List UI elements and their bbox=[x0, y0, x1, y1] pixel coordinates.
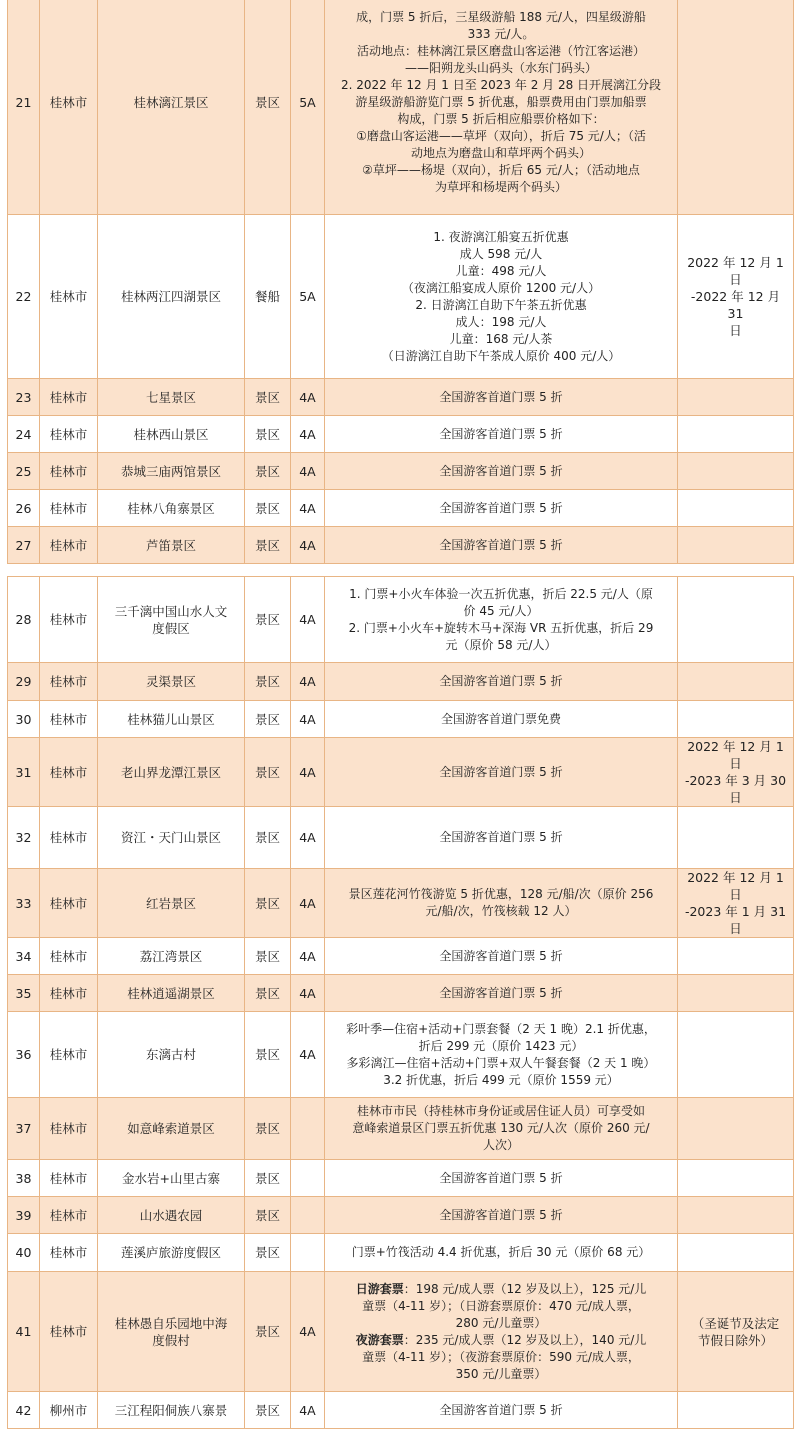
offer-line: 3.2 折优惠，折后 499 元（原价 1559 元） bbox=[383, 1072, 619, 1087]
table-row bbox=[8, 0, 794, 215]
offer-content-cell bbox=[325, 577, 678, 663]
level-cell: 5A bbox=[291, 215, 325, 379]
offer-heading: 夜游套票 bbox=[355, 1332, 404, 1347]
offer-line: 2. 日游漓江自助下午茶五折优惠 bbox=[415, 297, 587, 312]
table-row bbox=[8, 215, 794, 379]
offer-content-cell: 全国游客首道门票 5 折 bbox=[325, 938, 678, 975]
period-cell bbox=[678, 490, 794, 527]
offer-line: 活动地点：桂林漓江景区磨盘山客运港（竹江客运港） bbox=[356, 44, 645, 58]
scenic-name-cell: 资江・天门山景区 bbox=[98, 807, 245, 869]
type-cell: 景区 bbox=[245, 1098, 291, 1160]
discount-table-upper bbox=[7, 0, 793, 564]
scenic-name-cell: 东漓古村 bbox=[98, 1012, 245, 1098]
period-cell bbox=[678, 1012, 794, 1098]
offer-content-cell: 全国游客首道门票 5 折 bbox=[325, 1197, 678, 1234]
table-row bbox=[8, 1197, 794, 1234]
period-cell bbox=[678, 938, 794, 975]
offer-line: 350 元/儿童票） bbox=[455, 1366, 547, 1381]
offer-line: （夜漓江船宴成人原价 1200 元/人） bbox=[401, 280, 601, 295]
level-cell: 5A bbox=[291, 0, 325, 215]
offer-line: 2. 门票+小火车+旋转木马+深海 VR 五折优惠，折后 29 bbox=[348, 620, 654, 635]
city-cell: 桂林市 bbox=[40, 701, 98, 738]
row-number: 25 bbox=[8, 453, 40, 490]
row-number: 37 bbox=[8, 1098, 40, 1160]
city-cell: 桂林市 bbox=[40, 869, 98, 938]
level-cell bbox=[291, 1234, 325, 1272]
scenic-name-cell: 桂林猫儿山景区 bbox=[98, 701, 245, 738]
scenic-name-cell bbox=[98, 577, 245, 663]
row-number: 33 bbox=[8, 869, 40, 938]
city-cell: 桂林市 bbox=[40, 416, 98, 453]
offer-line: 2. 2022 年 12 月 1 日至 2023 年 2 月 28 日开展漓江分段 bbox=[340, 78, 662, 92]
period-cell bbox=[678, 577, 794, 663]
level-cell: 4A bbox=[291, 938, 325, 975]
offer-line: 成人 598 元/人 bbox=[459, 246, 543, 261]
type-cell: 景区 bbox=[245, 577, 291, 663]
row-number: 42 bbox=[8, 1392, 40, 1429]
type-cell: 景区 bbox=[245, 1234, 291, 1272]
period-line: 日 bbox=[729, 323, 742, 338]
offer-text: ：198 元/成人票（12 岁及以上），125 元/儿 bbox=[403, 1281, 647, 1296]
city-cell: 桂林市 bbox=[40, 490, 98, 527]
city-cell: 桂林市 bbox=[40, 807, 98, 869]
table-row bbox=[8, 527, 794, 564]
offer-content-cell bbox=[325, 215, 678, 379]
period-cell bbox=[678, 1160, 794, 1197]
scenic-name-cell: 山水遇农园 bbox=[98, 1197, 245, 1234]
row-number: 34 bbox=[8, 938, 40, 975]
offer-heading: 日游套票 bbox=[355, 1281, 404, 1296]
scenic-name-cell: 桂林逍遥湖景区 bbox=[98, 975, 245, 1012]
level-cell: 4A bbox=[291, 701, 325, 738]
table-row bbox=[8, 701, 794, 738]
period-line: 日 bbox=[729, 790, 742, 805]
type-cell: 景区 bbox=[245, 1160, 291, 1197]
city-cell: 桂林市 bbox=[40, 738, 98, 807]
row-number: 24 bbox=[8, 416, 40, 453]
offer-content-cell: 全国游客首道门票免费 bbox=[325, 701, 678, 738]
table-row bbox=[8, 1012, 794, 1098]
table-row bbox=[8, 869, 794, 938]
row-number: 26 bbox=[8, 490, 40, 527]
city-cell: 桂林市 bbox=[40, 577, 98, 663]
type-cell: 景区 bbox=[245, 1197, 291, 1234]
offer-line: ——阳朔龙头山码头（水东门码头） bbox=[404, 61, 597, 75]
offer-line: 多彩漓江—住宿+活动+门票+双人午餐套餐（2 天 1 晚） bbox=[346, 1055, 656, 1070]
offer-line bbox=[328, 1281, 674, 1298]
table-row bbox=[8, 1160, 794, 1197]
period-cell bbox=[678, 738, 794, 807]
row-number: 31 bbox=[8, 738, 40, 807]
type-cell: 景区 bbox=[245, 663, 291, 701]
scenic-name-cell: 荔江湾景区 bbox=[98, 938, 245, 975]
scenic-name-cell: 桂林两江四湖景区 bbox=[98, 215, 245, 379]
scenic-name-cell: 芦笛景区 bbox=[98, 527, 245, 564]
offer-content-cell: 全国游客首道门票 5 折 bbox=[325, 975, 678, 1012]
offer-content-cell: 全国游客首道门票 5 折 bbox=[325, 1392, 678, 1429]
offer-content-cell bbox=[325, 1098, 678, 1160]
scenic-name-cell: 恭城三庙两馆景区 bbox=[98, 453, 245, 490]
level-cell: 4A bbox=[291, 379, 325, 416]
offer-line: （日游漓江自助下午茶成人原价 400 元/人） bbox=[381, 348, 621, 363]
offer-content-cell bbox=[325, 869, 678, 938]
scenic-name-cell: 如意峰索道景区 bbox=[98, 1098, 245, 1160]
offer-line: 元/船/次，竹筏核载 12 人） bbox=[425, 904, 577, 918]
table-row bbox=[8, 938, 794, 975]
offer-line: 动地点为磨盘山和草坪两个码头） bbox=[410, 146, 591, 160]
offer-line: 童票（4-11 岁）；（夜游套票原价：590 元/成人票， bbox=[362, 1349, 640, 1364]
level-cell bbox=[291, 1160, 325, 1197]
scenic-name-line: 度假区 bbox=[152, 620, 190, 636]
period-cell bbox=[678, 1098, 794, 1160]
period-cell bbox=[678, 0, 794, 215]
offer-content-cell: 全国游客首道门票 5 折 bbox=[325, 379, 678, 416]
scenic-name-cell: 金水岩+山里古寨 bbox=[98, 1160, 245, 1197]
type-cell: 景区 bbox=[245, 975, 291, 1012]
period-line: 2022 年 12 月 1 日 bbox=[687, 739, 784, 771]
period-cell bbox=[678, 1272, 794, 1392]
offer-content-cell bbox=[325, 0, 678, 215]
level-cell: 4A bbox=[291, 663, 325, 701]
row-number: 23 bbox=[8, 379, 40, 416]
offer-content-cell bbox=[325, 1272, 678, 1392]
offer-content-cell: 全国游客首道门票 5 折 bbox=[325, 807, 678, 869]
city-cell: 桂林市 bbox=[40, 527, 98, 564]
city-cell: 桂林市 bbox=[40, 1012, 98, 1098]
type-cell: 景区 bbox=[245, 1272, 291, 1392]
scenic-name-cell: 桂林西山景区 bbox=[98, 416, 245, 453]
table-row bbox=[8, 379, 794, 416]
period-line: -2023 年 1 月 31 bbox=[684, 904, 787, 919]
offer-line: 成，门票 5 折后，三星级游船 188 元/人，四星级游船 bbox=[356, 10, 646, 24]
scenic-name-cell: 桂林八角寨景区 bbox=[98, 490, 245, 527]
offer-line: 333 元/人。 bbox=[467, 27, 535, 41]
table-row bbox=[8, 807, 794, 869]
offer-content-cell: 门票+竹筏活动 4.4 折优惠，折后 30 元（原价 68 元） bbox=[325, 1234, 678, 1272]
offer-content-cell: 全国游客首道门票 5 折 bbox=[325, 663, 678, 701]
city-cell: 桂林市 bbox=[40, 663, 98, 701]
offer-text: ：235 元/成人票（12 岁及以上），140 元/儿 bbox=[403, 1332, 647, 1347]
period-cell bbox=[678, 527, 794, 564]
type-cell: 景区 bbox=[245, 738, 291, 807]
offer-line: 意峰索道景区门票五折优惠 130 元/人次（原价 260 元/ bbox=[352, 1121, 650, 1135]
scenic-name-cell: 红岩景区 bbox=[98, 869, 245, 938]
offer-content-cell: 全国游客首道门票 5 折 bbox=[325, 738, 678, 807]
discount-table-lower bbox=[7, 576, 793, 1429]
city-cell: 桂林市 bbox=[40, 1160, 98, 1197]
row-number: 32 bbox=[8, 807, 40, 869]
type-cell: 景区 bbox=[245, 453, 291, 490]
type-cell: 景区 bbox=[245, 1012, 291, 1098]
offer-content-cell bbox=[325, 1012, 678, 1098]
period-cell bbox=[678, 453, 794, 490]
scenic-name-cell: 莲溪庐旅游度假区 bbox=[98, 1234, 245, 1272]
offer-line: 儿童：498 元/人 bbox=[455, 263, 547, 278]
level-cell: 4A bbox=[291, 490, 325, 527]
offer-line: 童票（4-11 岁）；（日游套票原价：470 元/成人票， bbox=[362, 1298, 640, 1313]
offer-content-cell: 全国游客首道门票 5 折 bbox=[325, 416, 678, 453]
type-cell: 景区 bbox=[245, 938, 291, 975]
table-row bbox=[8, 1272, 794, 1392]
city-cell: 柳州市 bbox=[40, 1392, 98, 1429]
table-row bbox=[8, 490, 794, 527]
table-row bbox=[8, 975, 794, 1012]
scenic-name-cell: 灵渠景区 bbox=[98, 663, 245, 701]
row-number: 36 bbox=[8, 1012, 40, 1098]
level-cell: 4A bbox=[291, 527, 325, 564]
table-row bbox=[8, 1098, 794, 1160]
period-cell bbox=[678, 807, 794, 869]
row-number: 30 bbox=[8, 701, 40, 738]
level-cell: 4A bbox=[291, 807, 325, 869]
row-number: 35 bbox=[8, 975, 40, 1012]
period-cell bbox=[678, 663, 794, 701]
level-cell bbox=[291, 1098, 325, 1160]
row-number: 22 bbox=[8, 215, 40, 379]
city-cell: 桂林市 bbox=[40, 453, 98, 490]
offer-content-cell: 全国游客首道门票 5 折 bbox=[325, 453, 678, 490]
offer-line: 成人：198 元/人 bbox=[455, 314, 547, 329]
level-cell: 4A bbox=[291, 869, 325, 938]
city-cell: 桂林市 bbox=[40, 1098, 98, 1160]
period-cell bbox=[678, 869, 794, 938]
offer-content-cell: 全国游客首道门票 5 折 bbox=[325, 490, 678, 527]
row-number: 39 bbox=[8, 1197, 40, 1234]
offer-line: 1. 夜游漓江船宴五折优惠 bbox=[433, 229, 569, 244]
offer-line: 人次） bbox=[482, 1138, 519, 1152]
level-cell: 4A bbox=[291, 1272, 325, 1392]
table-row bbox=[8, 1392, 794, 1429]
level-cell: 4A bbox=[291, 738, 325, 807]
offer-line: 为草坪和杨堤两个码头） bbox=[434, 180, 567, 194]
offer-line: ②草坪——杨堤（双向），折后 65 元/人；（活动地点 bbox=[362, 163, 640, 177]
city-cell: 桂林市 bbox=[40, 1197, 98, 1234]
city-cell: 桂林市 bbox=[40, 379, 98, 416]
scenic-name-cell bbox=[98, 1272, 245, 1392]
offer-line: 构成，门票 5 折后相应船票价格如下： bbox=[397, 112, 605, 126]
row-number: 40 bbox=[8, 1234, 40, 1272]
scenic-name-cell: 老山界龙潭江景区 bbox=[98, 738, 245, 807]
city-cell: 桂林市 bbox=[40, 0, 98, 215]
period-line: 日 bbox=[729, 921, 742, 936]
offer-line: 儿童：168 元/人茶 bbox=[449, 331, 553, 346]
city-cell: 桂林市 bbox=[40, 975, 98, 1012]
period-line: -2022 年 12 月 31 bbox=[690, 289, 781, 321]
offer-line: 游星级游船游览门票 5 折优惠，船票费用由门票加船票 bbox=[355, 95, 647, 109]
table-row bbox=[8, 416, 794, 453]
offer-line: 价 45 元/人） bbox=[463, 603, 539, 618]
period-line: -2023 年 3 月 30 bbox=[684, 773, 787, 788]
type-cell: 景区 bbox=[245, 416, 291, 453]
offer-line: 元（原价 58 元/人） bbox=[445, 637, 557, 652]
row-number: 28 bbox=[8, 577, 40, 663]
page-break-gap bbox=[0, 564, 800, 576]
type-cell: 景区 bbox=[245, 527, 291, 564]
offer-line: 280 元/儿童票） bbox=[455, 1315, 547, 1330]
offer-line: 景区莲花河竹筏游览 5 折优惠，128 元/船/次（原价 256 bbox=[348, 887, 654, 901]
type-cell: 景区 bbox=[245, 379, 291, 416]
table-row bbox=[8, 1234, 794, 1272]
row-number: 38 bbox=[8, 1160, 40, 1197]
row-number: 27 bbox=[8, 527, 40, 564]
city-cell: 桂林市 bbox=[40, 1234, 98, 1272]
level-cell: 4A bbox=[291, 453, 325, 490]
offer-line: 折后 299 元（原价 1423 元） bbox=[418, 1038, 584, 1053]
offer-line: 1. 门票+小火车体验一次五折优惠，折后 22.5 元/人（原 bbox=[349, 586, 653, 601]
level-cell: 4A bbox=[291, 416, 325, 453]
period-line: 节假日除外） bbox=[697, 1332, 773, 1348]
scenic-name-line: 度假村 bbox=[152, 1332, 190, 1348]
city-cell: 桂林市 bbox=[40, 938, 98, 975]
period-cell bbox=[678, 379, 794, 416]
period-line: 2022 年 12 月 1 日 bbox=[687, 255, 784, 287]
row-number: 41 bbox=[8, 1272, 40, 1392]
level-cell: 4A bbox=[291, 1012, 325, 1098]
type-cell: 景区 bbox=[245, 807, 291, 869]
scenic-name-line: 桂林愚自乐园地中海 bbox=[114, 1315, 228, 1331]
period-cell bbox=[678, 1392, 794, 1429]
scenic-name-line: 三千漓中国山水人文 bbox=[114, 603, 228, 619]
level-cell bbox=[291, 1197, 325, 1234]
type-cell: 景区 bbox=[245, 701, 291, 738]
level-cell: 4A bbox=[291, 975, 325, 1012]
period-line: （圣诞节及法定 bbox=[691, 1315, 780, 1331]
offer-line: 桂林市市民（持桂林市身份证或居住证人员）可享受如 bbox=[356, 1104, 645, 1118]
scenic-name-cell: 桂林漓江景区 bbox=[98, 0, 245, 215]
level-cell: 4A bbox=[291, 577, 325, 663]
offer-content-cell: 全国游客首道门票 5 折 bbox=[325, 527, 678, 564]
period-cell bbox=[678, 416, 794, 453]
type-cell: 景区 bbox=[245, 490, 291, 527]
period-cell bbox=[678, 975, 794, 1012]
offer-line bbox=[328, 1332, 674, 1349]
period-cell bbox=[678, 1197, 794, 1234]
type-cell: 景区 bbox=[245, 0, 291, 215]
offer-line: ①磨盘山客运港——草坪（双向），折后 75 元/人；（活 bbox=[356, 129, 646, 143]
period-cell bbox=[678, 1234, 794, 1272]
scenic-name-cell: 七星景区 bbox=[98, 379, 245, 416]
row-number: 29 bbox=[8, 663, 40, 701]
offer-line: 彩叶季—住宿+活动+门票套餐（2 天 1 晚）2.1 折优惠， bbox=[346, 1021, 656, 1036]
period-cell bbox=[678, 701, 794, 738]
city-cell: 桂林市 bbox=[40, 1272, 98, 1392]
period-line: 2022 年 12 月 1 日 bbox=[687, 870, 784, 902]
scenic-name-cell: 三江程阳侗族八寨景 bbox=[98, 1392, 245, 1429]
city-cell: 桂林市 bbox=[40, 215, 98, 379]
level-cell: 4A bbox=[291, 1392, 325, 1429]
type-cell: 景区 bbox=[245, 1392, 291, 1429]
table-row bbox=[8, 577, 794, 663]
type-cell: 景区 bbox=[245, 869, 291, 938]
row-number: 21 bbox=[8, 0, 40, 215]
table-row bbox=[8, 738, 794, 807]
table-row bbox=[8, 453, 794, 490]
table-row bbox=[8, 663, 794, 701]
offer-content-cell: 全国游客首道门票 5 折 bbox=[325, 1160, 678, 1197]
type-cell: 餐船 bbox=[245, 215, 291, 379]
period-cell bbox=[678, 215, 794, 379]
